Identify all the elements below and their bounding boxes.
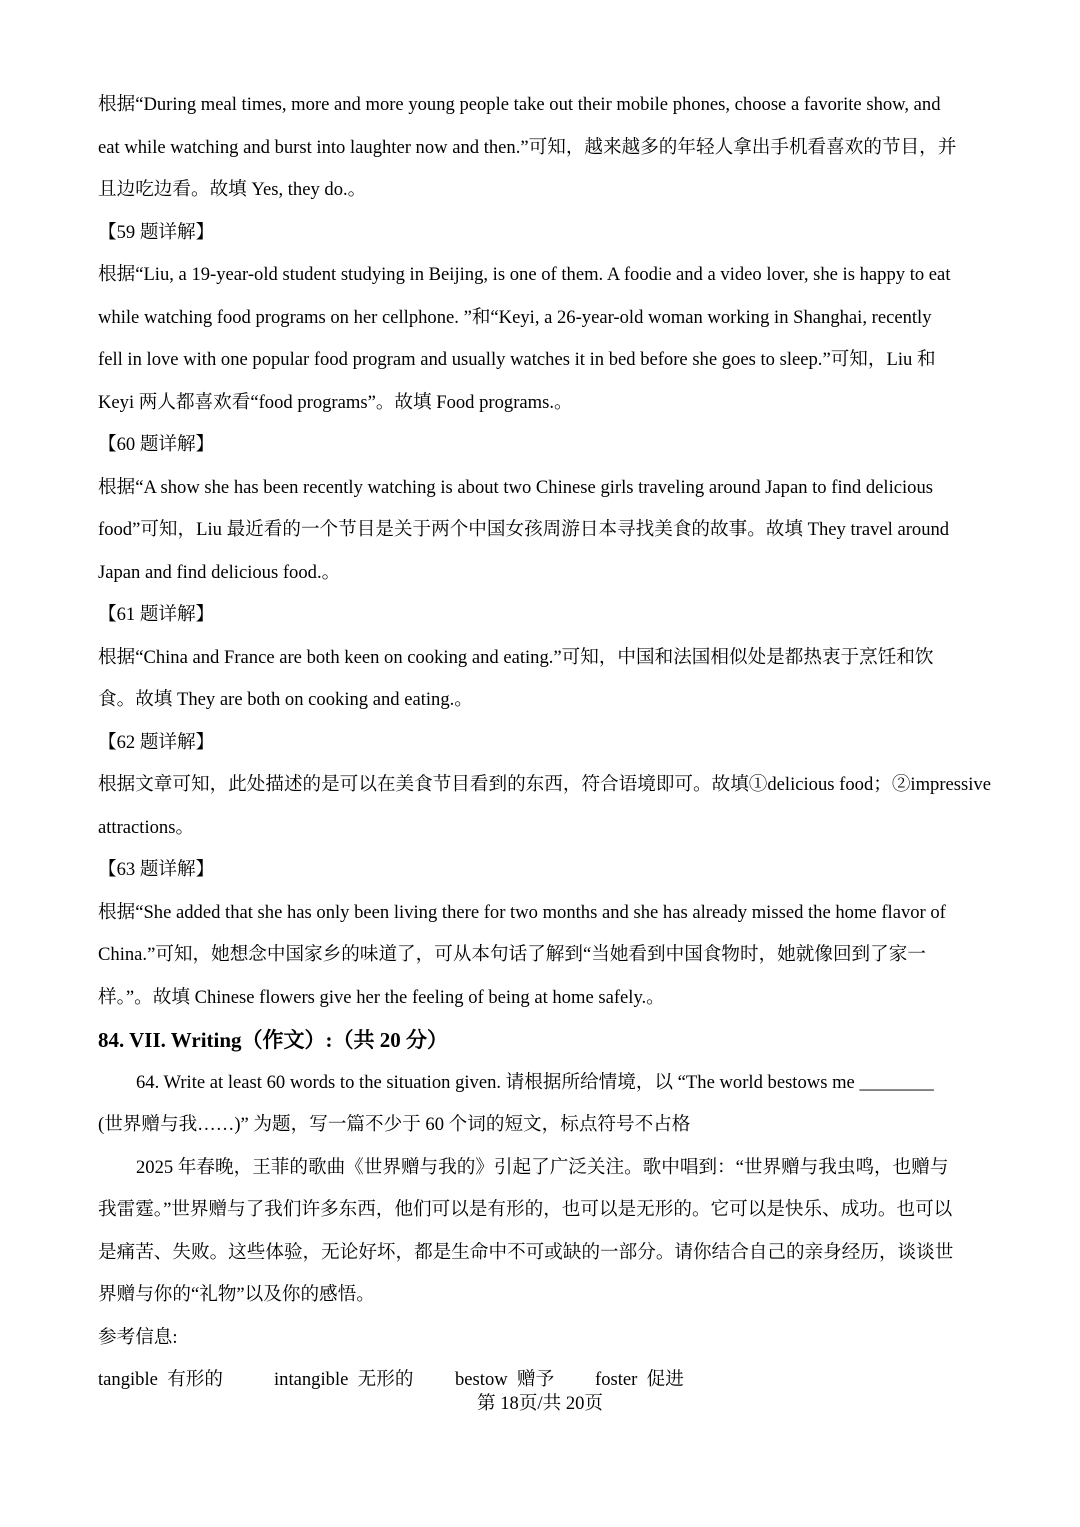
paragraph-58 (98, 84, 982, 212)
text-line: (世界赠与我……)” 为题，写一篇不少于 60 个词的短文，标点符号不占格 (98, 1114, 691, 1135)
text-line: Keyi 两人都喜欢看“food programs”。故填 Food programs.。 (98, 391, 573, 413)
text-line: 2025 年春晚，王菲的歌曲《世界赠与我的》引起了广泛关注。歌中唱到：“世界赠与我虫鸣，也赠与 (136, 1156, 949, 1178)
vocab-item: foster 促进 (595, 1369, 684, 1390)
section-heading-writing: 84. VII. Writing（作文）:（共 20 分） (98, 1028, 449, 1052)
page-footer: 第 18页/共 20页 (476, 1393, 604, 1414)
question-heading-60: 【60 题详解】 (98, 434, 215, 455)
vocab-item: tangible 有形的 (98, 1369, 223, 1390)
text-line: food”可知，Liu 最近看的一个节目是关于两个中国女孩周游日本寻找美食的故事。故填 They travel around (98, 519, 950, 540)
vocab-item: bestow 赠予 (455, 1369, 555, 1390)
paragraph-59 (98, 254, 982, 424)
vocab-item: intangible 无形的 (274, 1369, 414, 1390)
question-heading-59: 【59 题详解】 (98, 221, 215, 243)
reference-label: 参考信息: (98, 1326, 178, 1348)
question-heading-62: 【62 题详解】 (98, 731, 215, 753)
text-line: 根据“During meal times, more and more young people take out their mobile phones, choose a favorite show, and (98, 94, 941, 115)
text-line: eat while watching and burst into laughter now and then.”可知，越来越多的年轻人拿出手机看喜欢的节目，并 (98, 136, 957, 158)
text-line: 食。故填 They are both on cooking and eating.。 (98, 689, 473, 710)
document-body (98, 84, 991, 1402)
paragraph-60 (98, 467, 982, 595)
paragraph-61 (98, 637, 982, 722)
text-line: fell in love with one popular food program and usually watches it in bed before she goes to sleep.”可知，Liu 和 (98, 349, 936, 370)
text-line: 且边吃边看。故填 Yes, they do.。 (98, 179, 367, 200)
question-heading-61: 【61 题详解】 (98, 604, 215, 625)
text-line: 根据文章可知，此处描述的是可以在美食节目看到的东西，符合语境即可。故填①delicious food；②impressive (98, 774, 991, 795)
text-line: attractions。 (98, 816, 195, 838)
writing-prompt (98, 1062, 982, 1147)
question-heading-63: 【63 题详解】 (98, 859, 215, 880)
text-line: Japan and find delicious food.。 (98, 561, 341, 583)
text-line: 我雷霆。”世界赠与了我们许多东西，他们可以是有形的，也可以是无形的。它可以是快乐、成功。也可以 (98, 1199, 953, 1220)
paragraph-63 (98, 892, 982, 1020)
text-line: China.”可知，她想念中国家乡的味道了，可从本句话了解到“当她看到中国食物时，她就像回到了家一 (98, 944, 926, 965)
text-line: 是痛苦、失败。这些体验，无论好坏，都是生命中不可或缺的一部分。请你结合自己的亲身经历，谈谈世 (98, 1241, 954, 1263)
writing-context (98, 1147, 982, 1317)
text-line: 样。”。故填 Chinese flowers give her the feeling of being at home safely.。 (98, 986, 665, 1008)
text-line: 根据“A show she has been recently watching is about two Chinese girls traveling around Japan to find delicious (98, 476, 933, 498)
text-line: 根据“She added that she has only been living there for two months and she has already missed the home flavor of (98, 901, 946, 923)
text-line: 界赠与你的“礼物”以及你的感悟。 (98, 1284, 375, 1305)
paragraph-62 (98, 764, 991, 849)
text-line: while watching food programs on her cellphone. ”和“Keyi, a 26-year-old woman working in Shanghai, recently (98, 306, 932, 328)
text-line: 根据“Liu, a 19-year-old student studying in Beijing, is one of them. A foodie and a video lover, she is happy to eat (98, 264, 951, 285)
text-line: 64. Write at least 60 words to the situation given. 请根据所给情境，以 “The world bestows me ________ (136, 1071, 934, 1093)
text-line: 根据“China and France are both keen on cooking and eating.”可知，中国和法国相似处是都热衷于烹饪和饮 (98, 646, 934, 668)
